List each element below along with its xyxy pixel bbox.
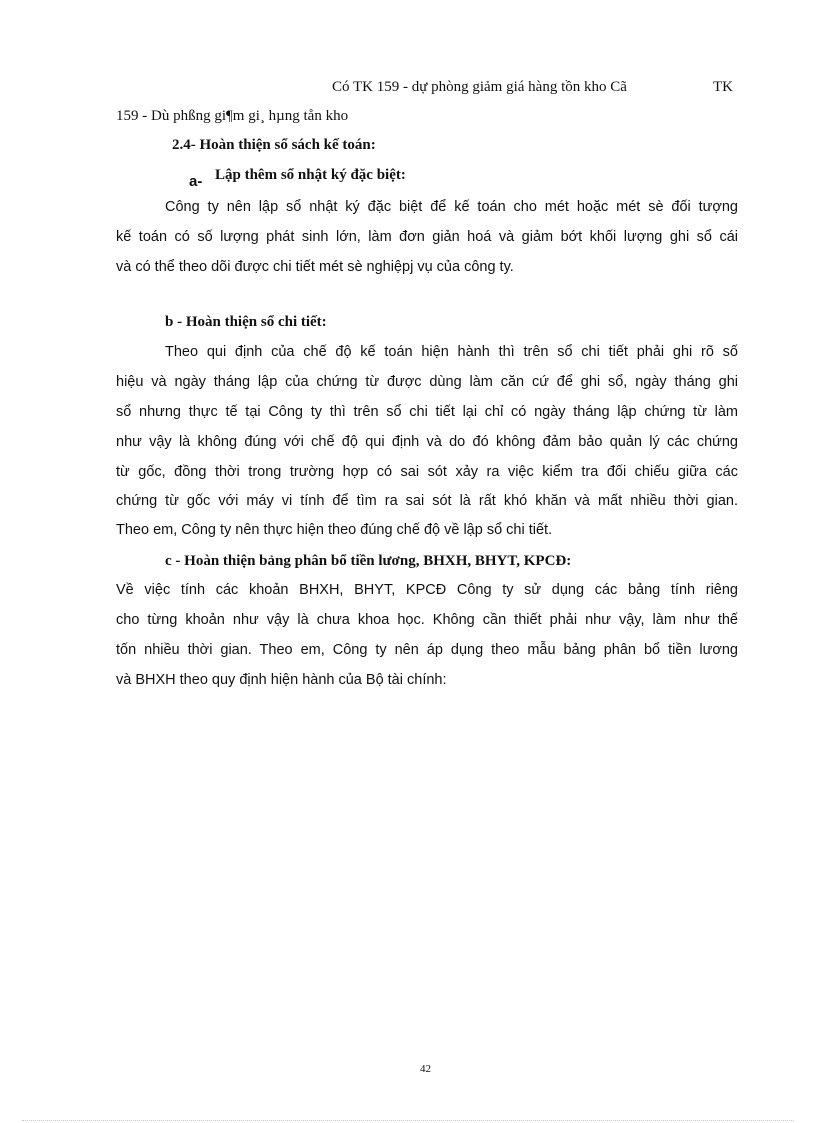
para-c-line-4: và BHXH theo quy định hiện hành của Bộ tài chính: bbox=[116, 672, 447, 688]
para-c-line-2: cho từng khoản như vậy là chưa khoa học. Không cần thiết phải như vậy, làm như thế bbox=[116, 612, 738, 628]
sub-a-marker: a- bbox=[189, 173, 203, 190]
para-a-line-2: kế toán có số lượng phát sinh lớn, làm đơn giản hoá và giảm bớt khối lượng ghi sổ cái bbox=[116, 229, 738, 245]
header-line-1: Có TK 159 - dự phòng giảm giá hàng tồn kho Cã bbox=[332, 79, 627, 95]
sub-c-title: c - Hoàn thiện bảng phân bổ tiền lương, BHXH, BHYT, KPCĐ: bbox=[165, 553, 572, 569]
header-line-2: 159 - Dù phßng gi¶m gi¸ hµng tån kho bbox=[116, 108, 349, 124]
sub-b-title: b - Hoàn thiện sổ chi tiết: bbox=[165, 314, 327, 330]
page-bottom-divider bbox=[22, 1120, 794, 1121]
para-c-line-3: tốn nhiều thời gian. Theo em, Công ty nên áp dụng theo mẫu bảng phân bổ tiền lương bbox=[116, 642, 738, 658]
para-b-line-1: Theo qui định của chế độ kế toán hiện hành thì trên sổ chi tiết phải ghi rõ số bbox=[165, 344, 738, 360]
para-b-line-5: từ gốc, đồng thời trong trường hợp có sai sót xảy ra việc kiểm tra đối chiếu giữa các bbox=[116, 464, 738, 480]
sub-a-title: Lập thêm sổ nhật ký đặc biệt: bbox=[215, 167, 406, 183]
page-number: 42 bbox=[420, 1063, 431, 1075]
para-b-line-4: như vậy là không đúng với chế độ qui định và do đó không đảm bảo quản lý các chứng bbox=[116, 434, 738, 450]
header-line-1-tail: TK bbox=[713, 79, 733, 95]
para-b-line-2: hiệu và ngày tháng lập của chứng từ được dùng làm căn cứ để ghi sổ, ngày tháng ghi bbox=[116, 374, 738, 390]
para-b-line-3: sổ nhưng thực tế tại Công ty thì trên sổ chi tiết lại chỉ có ngày tháng lập chứng từ làm bbox=[116, 404, 738, 420]
section-2-4-title: 2.4- Hoàn thiện sổ sách kế toán: bbox=[172, 137, 376, 153]
para-b-line-7: Theo em, Công ty nên thực hiện theo đúng chế độ về lập sổ chi tiết. bbox=[116, 522, 553, 538]
para-c-line-1: Về việc tính các khoản BHXH, BHYT, KPCĐ Công ty sử dụng các bảng tính riêng bbox=[116, 582, 738, 598]
para-a-line-3: và có thể theo dõi được chi tiết mét sè nghiệpj vụ của công ty. bbox=[116, 259, 514, 275]
para-a-line-1: Công ty nên lập sổ nhật ký đặc biệt để kế toán cho mét hoặc mét sè đối tượng bbox=[165, 199, 738, 215]
para-b-line-6: chứng từ gốc với máy vi tính để tìm ra sai sót là rất khó khăn và mất nhiều thời gian. bbox=[116, 493, 738, 509]
